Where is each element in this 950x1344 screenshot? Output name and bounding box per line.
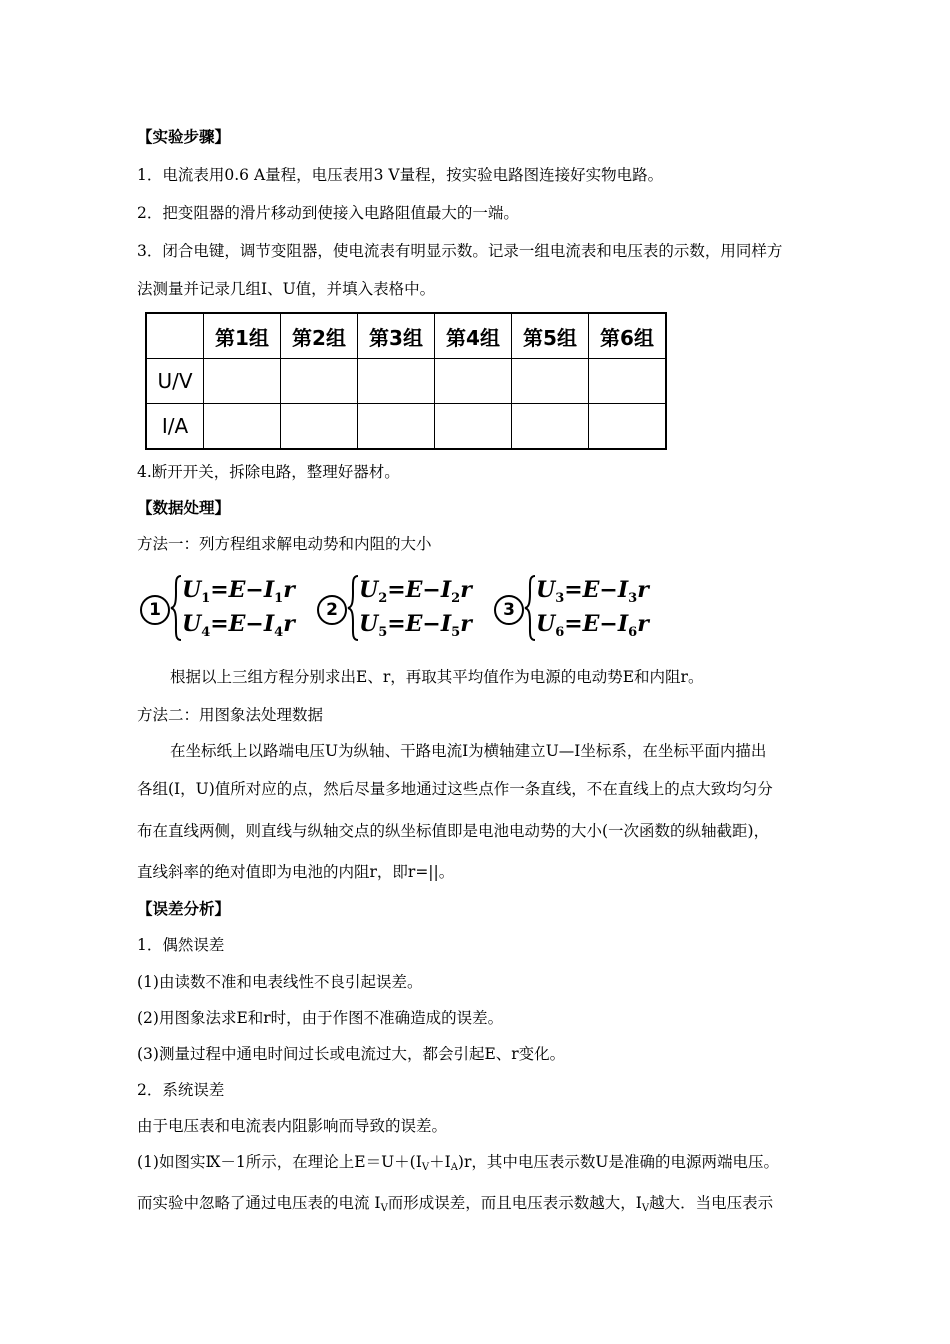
method2-title: 方法二：用图象法处理数据 <box>137 706 324 724</box>
table-header-cell: 第1组 <box>204 313 281 359</box>
table-cell <box>512 359 589 404</box>
table-cell <box>358 404 435 450</box>
table-cell <box>435 359 512 404</box>
table-header-cell: 第3组 <box>358 313 435 359</box>
table-cell <box>435 404 512 450</box>
accidental-item-3: (3)测量过程中通电时间过长或电流过大，都会引起E、r变化。 <box>137 1045 566 1063</box>
brace-icon <box>170 575 182 641</box>
brace-icon <box>347 575 359 641</box>
table-header-cell: 第5组 <box>512 313 589 359</box>
table-cell <box>281 404 358 450</box>
row-label-uv: U/V <box>146 359 204 404</box>
brace-icon <box>524 575 536 641</box>
step-3-cont: 法测量并记录几组I、U值，并填入表格中。 <box>137 280 436 298</box>
table-cell <box>204 404 281 450</box>
accidental-title: 1．偶然误差 <box>137 936 225 954</box>
table-header-cell <box>146 313 204 359</box>
table-cell <box>281 359 358 404</box>
table-header-row <box>146 313 666 359</box>
table-header-cell: 第2组 <box>281 313 358 359</box>
method2-line-1: 在坐标纸上以路端电压U为纵轴、干路电流I为横轴建立U—I坐标系，在坐标平面内描出 <box>170 742 767 760</box>
table-header-cell: 第6组 <box>589 313 667 359</box>
table-cell <box>589 404 667 450</box>
circled-number: 2 <box>317 595 347 625</box>
method2-line-3: 布在直线两侧，则直线与纵轴交点的纵坐标值即是电池电动势的大小(一次函数的纵轴截距)， <box>137 822 770 840</box>
table-row <box>146 404 666 450</box>
table-cell <box>512 404 589 450</box>
table-cell <box>204 359 281 404</box>
equation: $U_5=E-I_5r$ <box>359 611 472 640</box>
equation: $U_1=E-I_1r$ <box>182 577 295 606</box>
systematic-intro: 由于电压表和电流表内阻影响而导致的误差。 <box>137 1117 448 1135</box>
steps-heading: 【实验步骤】 <box>137 127 231 146</box>
method1-text: 根据以上三组方程分别求出E、r，再取其平均值作为电源的电动势E和内阻r。 <box>170 668 704 686</box>
step-1: 1．电流表用0.6 A量程，电压表用3 V量程，按实验电路图连接好实物电路。 <box>137 166 664 184</box>
accidental-item-2: (2)用图象法求E和r时，由于作图不准确造成的误差。 <box>137 1009 504 1027</box>
method1-title: 方法一：列方程组求解电动势和内阻的大小 <box>137 535 432 553</box>
table-cell <box>589 359 667 404</box>
row-label-ia: I/A <box>146 404 204 450</box>
equation: $U_6=E-I_6r$ <box>536 611 649 640</box>
data-heading: 【数据处理】 <box>137 498 231 517</box>
systematic-paragraph-2: 而实验中忽略了通过电压表的电流 $I_V$而形成误差，而且电压表示数越大，$I_V$越大．当电压表示 <box>137 1194 774 1214</box>
equation: $U_2=E-I_2r$ <box>359 577 472 606</box>
table-header-cell: 第4组 <box>435 313 512 359</box>
data-table <box>145 312 667 450</box>
error-heading: 【误差分析】 <box>137 899 231 918</box>
equation: $U_4=E-I_4r$ <box>182 611 295 640</box>
step-3: 3．闭合电键，调节变阻器，使电流表有明显示数。记录一组电流表和电压表的示数，用同样方 <box>137 242 783 260</box>
method2-line-4: 直线斜率的绝对值即为电池的内阻r，即r=||。 <box>137 863 455 881</box>
step-4: 4.断开开关，拆除电路，整理好器材。 <box>137 463 400 481</box>
accidental-item-1: (1)由读数不准和电表线性不良引起误差。 <box>137 973 423 991</box>
circled-number: 1 <box>140 595 170 625</box>
step-2: 2．把变阻器的滑片移动到使接入电路阻值最大的一端。 <box>137 204 519 222</box>
systematic-title: 2．系统误差 <box>137 1081 225 1099</box>
table-cell <box>358 359 435 404</box>
circled-number: 3 <box>494 595 524 625</box>
table-row <box>146 359 666 404</box>
method2-line-2: 各组(I，U)值所对应的点，然后尽量多地通过这些点作一条直线，不在直线上的点大致均匀分 <box>137 780 773 798</box>
equation: $U_3=E-I_3r$ <box>536 577 649 606</box>
systematic-paragraph-1: (1)如图实Ⅸ－1所示，在理论上$E=U+(I_V+I_A)r$，其中电压表示数U是准确的电源两端电压。 <box>137 1153 779 1173</box>
